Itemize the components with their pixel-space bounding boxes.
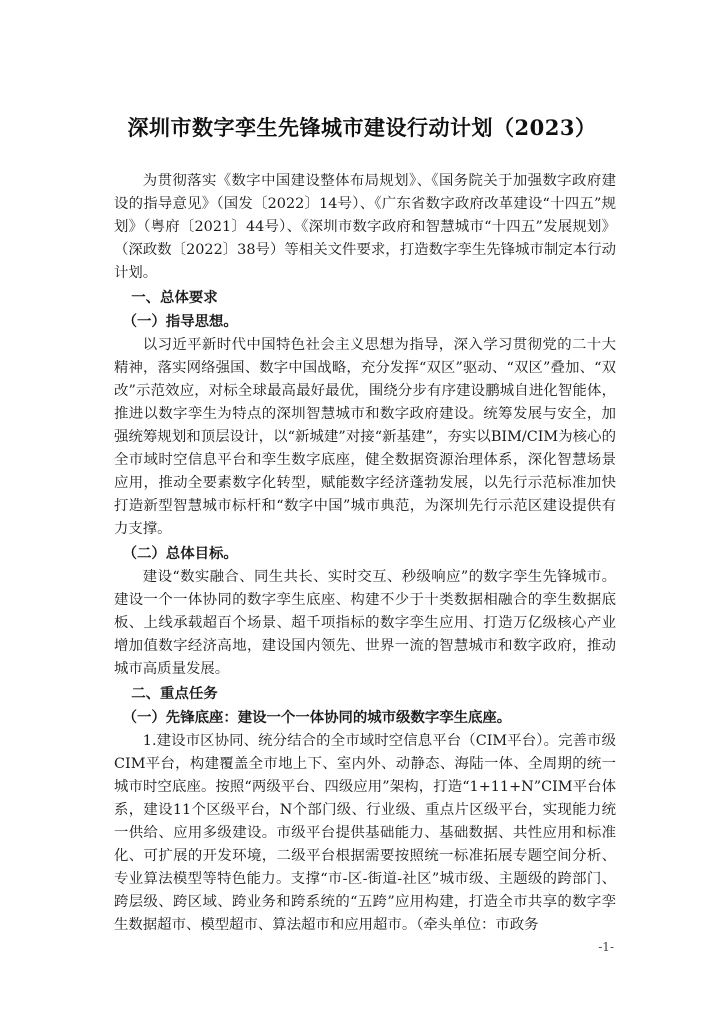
page-number: -1- — [598, 940, 614, 954]
intro-paragraph: 为贯彻落实《数字中国建设整体布局规划》、《国务院关于加强数字政府建设的指导意见》（国发〔2022〕14号）、《广东省数字政府改革建设“十四五”规划》（粤府〔2021〕44号）、《深圳市数字政府和智慧城市“十四五”发展规划》（深政数〔2022〕38号）等相关文件要求，打造数字孪生先锋城市制定本行动计划。 — [114, 173, 616, 281]
body-paragraph: 以习近平新时代中国特色社会主义思想为指导，深入学习贯彻党的二十大精神，落实网络强国、数字中国战略，充分发挥“双区”驱动、“双区”叠加、“双改”示范效应，对标全球最高最好最优，围绕分步有序建设鹏城自进化智能体，推进以数字孪生为特点的深圳智慧城市和数字政府建设。统筹发展与安全，加强统筹规划和顶层设计，以“新城建”对接“新基建”，夯实以BIM/CIM为核心的全市域时空信息平台和孪生数字底座，健全数据资源治理体系，深化智慧场景应用，推动全要素数字化转型，赋能数字经济蓬勃发展，以先行示范标准加快打造新型智慧城市标杆和“数字中国”城市典范，为深圳先行示范区建设提供有力支撑。 — [114, 337, 616, 537]
subsection-heading: （一）指导思想。 — [122, 313, 238, 330]
document-title: 深圳市数字孪生先锋城市建设行动计划（2023） — [127, 115, 597, 140]
section-heading: 一、总体要求 — [131, 289, 218, 306]
subsection-heading: （二）总体目标。 — [122, 545, 238, 562]
body-paragraph: 建设“数实融合、同生共长、实时交互、秒级响应”的数字孪生先锋城市。建设一个一体协同的数字孪生底座、构建不少于十类数据相融合的孪生数据底板、上线承载超百个场景、超千项指标的数字孪生应用、打造万亿级核心产业增加值数字经济高地，建设国内领先、世界一流的智慧城市和数字政府，推动城市高质量发展。 — [114, 569, 616, 677]
section-heading: 二、重点任务 — [131, 685, 218, 702]
document-body — [114, 170, 616, 937]
body-paragraph: 1.建设市区协同、统分结合的全市域时空信息平台（CIM平台）。完善市级CIM平台，构建覆盖全市地上下、室内外、动静态、海陆一体、全周期的统一城市时空底座。按照“两级平台、四级应用”架构，打造“1+11+N”CIM平台体系，建设11个区级平台，N个部门级、行业级、重点片区级平台，实现能力统一供给、应用多级建设。市级平台提供基础能力、基础数据、共性应用和标准化、可扩展的开发环境，二级平台根据需要按照统一标准拓展专题空间分析、专业算法模型等特色能力。支撑“市-区-街道-社区”城市级、主题级的跨部门、跨层级、跨区域、跨业务和跨系统的“五跨”应用构建，打造全市共享的数字孪生数据超市、模型超市、算法超市和应用超市。（牵头单位：市政务 — [114, 733, 616, 933]
subsection-heading: （一）先锋底座：建设一个一体协同的城市级数字孪生底座。 — [122, 709, 512, 726]
